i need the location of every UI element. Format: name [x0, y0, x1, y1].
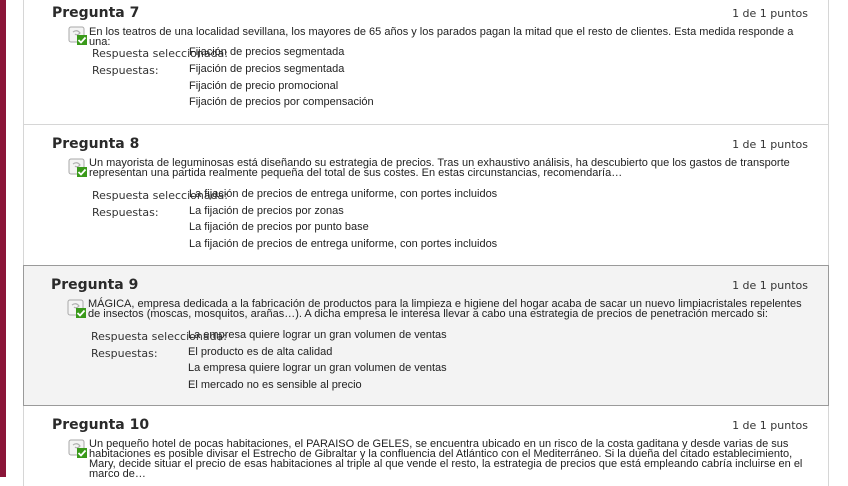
answer-option: El producto es de alta calidad — [188, 346, 333, 358]
selected-answer-label: Respuesta seleccionada: — [92, 47, 228, 60]
selected-answer: La fijación de precios de entrega uniforme, con portes incluidos — [189, 188, 498, 200]
test-results-page — [23, 0, 831, 480]
answer-option: El mercado no es sensible al precio — [188, 379, 362, 391]
question-score: 1 de 1 puntos — [732, 138, 808, 151]
selected-answer-label: Respuesta seleccionada: — [92, 189, 228, 202]
correct-answer-check-icon — [68, 158, 88, 178]
question-title: Pregunta 8 — [52, 136, 140, 152]
answer-option: La fijación de precios por punto base — [189, 221, 369, 233]
question-score: 1 de 1 puntos — [732, 7, 808, 20]
question-9 — [23, 265, 829, 406]
correct-answer-check-icon — [67, 299, 87, 319]
answers-label: Respuestas: — [92, 206, 159, 219]
question-score: 1 de 1 puntos — [732, 419, 808, 432]
question-text: Un mayorista de leguminosas está diseñando su estrategia de precios. Tras un exhaustivo análisis, ha descubierto que los gastos de transporte representan una partida realmente pequeña del total de sus costes. En estas circunstancias, recomendaría… — [89, 157, 790, 179]
question-8 — [23, 125, 829, 266]
left-accent-bar — [0, 0, 6, 477]
question-text: Un pequeño hotel de pocas habitaciones, el PARAISO de GELES, se encuentra ubicado en un risco de la costa gaditana y desde varias de sus habitaciones es posible divisar el Estrecho de Gibraltar y la confluencia del Atlántico con el Mediterráneo. Si la dueña del citado establecimiento, Mary, decide situar el precio de esas habitaciones al triple al que vende el resto, la estrategia de precios que está empleando cabría incluirse en el marco de… — [89, 438, 803, 480]
correct-answer-check-icon — [68, 26, 88, 46]
correct-answer-check-icon — [68, 439, 88, 459]
answer-option: Fijación de precio promocional — [189, 80, 339, 92]
selected-answer: Fijación de precios segmentada — [189, 46, 345, 58]
question-title: Pregunta 7 — [52, 5, 140, 21]
answer-option: La empresa quiere lograr un gran volumen de ventas — [188, 362, 447, 374]
answers-label: Respuestas: — [91, 347, 158, 360]
answer-option: Fijación de precios por compensación — [189, 96, 374, 108]
question-text: MÁGICA, empresa dedicada a la fabricación de productos para la limpieza e higiene del hogar acaba de sacar un nuevo limpiacristales repelentes de insectos (moscas, mosquitos, arañas…). A dicha empresa le interesa llevar a cabo una estrategia de precios de penetración mercado si: — [88, 298, 802, 320]
answers-label: Respuestas: — [92, 64, 159, 77]
selected-answer-label: Respuesta seleccionada: — [91, 330, 227, 343]
answer-option: Fijación de precios segmentada — [189, 63, 345, 75]
answer-option: La fijación de precios de entrega uniforme, con portes incluidos — [189, 238, 498, 250]
question-title: Pregunta 9 — [51, 277, 139, 293]
question-title: Pregunta 10 — [52, 417, 150, 433]
question-score: 1 de 1 puntos — [732, 279, 808, 292]
answer-option: La fijación de precios por zonas — [189, 205, 344, 217]
selected-answer: La empresa quiere lograr un gran volumen de ventas — [188, 329, 447, 341]
question-10 — [23, 406, 829, 486]
question-7 — [23, 0, 829, 125]
question-text: En los teatros de una localidad sevillana, los mayores de 65 años y los parados pagan la mitad que el resto de clientes. Esta medida responde a una: — [89, 26, 794, 48]
